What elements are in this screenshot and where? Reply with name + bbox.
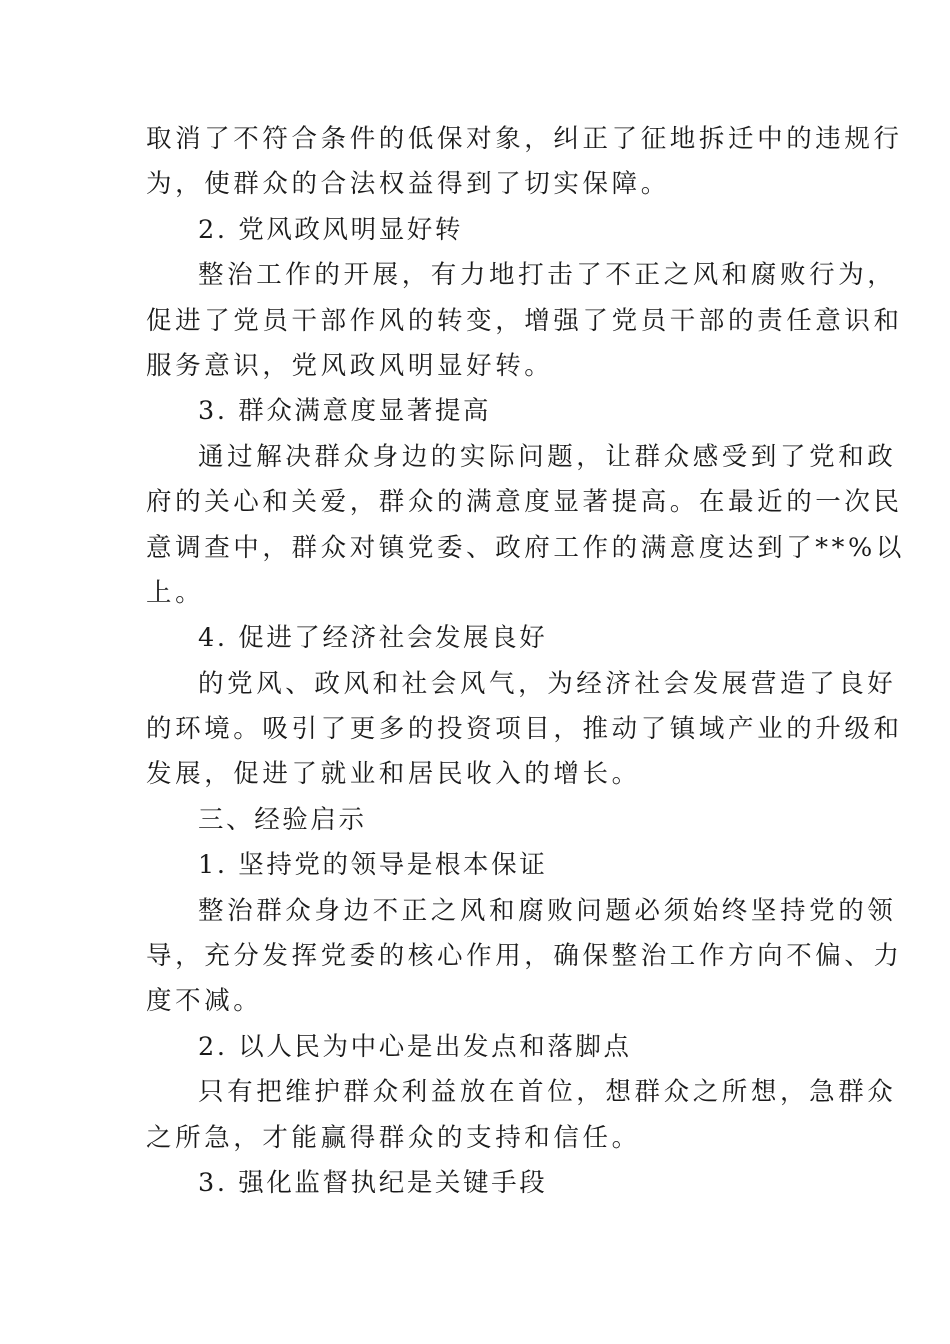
section-heading-2: 2. 党风政风明显好转	[198, 214, 464, 245]
paragraph-line: 促进了党员干部作风的转变，增强了党员干部的责任意识和	[146, 305, 903, 336]
paragraph-line: 府的关心和关爱，群众的满意度显著提高。在最近的一次民	[146, 487, 903, 518]
paragraph-line: 为，使群众的合法权益得到了切实保障。	[146, 169, 670, 200]
paragraph-line: 只有把维护群众利益放在首位，想群众之所想，急群众	[198, 1077, 897, 1108]
paragraph-line: 上。	[146, 577, 205, 608]
section-heading-3b: 3. 强化监督执纪是关键手段	[198, 1167, 548, 1198]
section-heading-3: 3. 群众满意度显著提高	[198, 396, 492, 427]
paragraph-line: 之所急，才能赢得群众的支持和信任。	[146, 1122, 641, 1153]
paragraph-line: 导，充分发挥党委的核心作用，确保整治工作方向不偏、力	[146, 941, 903, 972]
section-heading-4: 4. 促进了经济社会发展良好	[198, 623, 548, 654]
paragraph-line: 的环境。吸引了更多的投资项目，推动了镇域产业的升级和	[146, 714, 903, 745]
paragraph-line: 发展，促进了就业和居民收入的增长。	[146, 759, 641, 790]
document-body	[146, 117, 905, 1206]
paragraph-line: 度不减。	[146, 986, 263, 1017]
section-heading-2b: 2. 以人民为中心是出发点和落脚点	[198, 1031, 632, 1062]
paragraph-line: 的党风、政风和社会风气，为经济社会发展营造了良好	[198, 668, 897, 699]
paragraph-line: 意调查中，群众对镇党委、政府工作的满意度达到了**%以	[146, 532, 905, 563]
paragraph-line: 整治群众身边不正之风和腐败问题必须始终坚持党的领	[198, 895, 897, 926]
paragraph-line: 整治工作的开展，有力地打击了不正之风和腐败行为，	[198, 260, 897, 291]
section-heading-1: 1. 坚持党的领导是根本保证	[198, 850, 548, 881]
chapter-heading: 三、经验启示	[198, 804, 367, 835]
paragraph-line: 通过解决群众身边的实际问题，让群众感受到了党和政	[198, 441, 897, 472]
paragraph-line: 取消了不符合条件的低保对象，纠正了征地拆迁中的违规行	[146, 124, 903, 154]
paragraph-line: 服务意识，党风政风明显好转。	[146, 350, 554, 381]
